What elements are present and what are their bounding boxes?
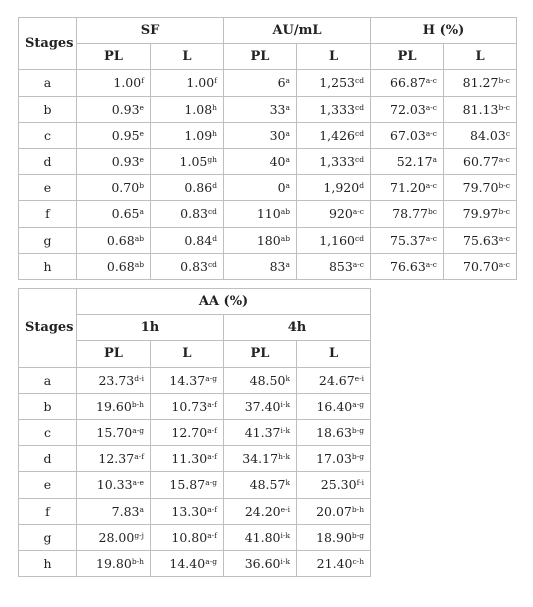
- significance-letter: e-i: [280, 504, 290, 514]
- value-text: 1,920: [323, 180, 360, 196]
- value-cell: [297, 367, 371, 393]
- significance-letter: d: [212, 181, 217, 191]
- significance-letter: a: [285, 259, 290, 269]
- value-cell: [297, 524, 371, 550]
- significance-letter: d: [359, 181, 365, 191]
- value-text: 1.09: [184, 127, 213, 143]
- value-cell: [151, 70, 224, 96]
- value-cell: [224, 175, 297, 201]
- value-cell: [297, 70, 371, 96]
- significance-letter: a-f: [207, 399, 217, 409]
- significance-letter: c: [505, 128, 511, 138]
- value-cell: [151, 148, 224, 174]
- value-cell: [444, 201, 517, 227]
- table-row: [19, 148, 517, 174]
- significance-letter: a-c: [352, 259, 365, 269]
- significance-letter: cd: [355, 128, 365, 138]
- significance-letter: b-c: [498, 207, 511, 217]
- significance-letter: a-c: [425, 259, 438, 269]
- value-cell: [151, 550, 224, 576]
- significance-letter: ab: [280, 207, 290, 217]
- value-cell: [224, 524, 297, 550]
- significance-letter: a-f: [207, 504, 217, 514]
- subheader-l: L: [151, 44, 224, 70]
- value-text: 76.63: [390, 258, 426, 274]
- value-text: 920: [328, 206, 353, 222]
- value-text: 0.84: [184, 232, 213, 248]
- value-text: 75.63: [463, 232, 499, 248]
- significance-letter: a-c: [425, 233, 438, 243]
- significance-letter: b: [139, 181, 144, 191]
- significance-letter: ab: [134, 233, 144, 243]
- value-cell: [444, 70, 517, 96]
- stage-cell: b: [19, 96, 77, 122]
- value-cell: [224, 70, 297, 96]
- value-text: 0.83: [180, 206, 208, 222]
- significance-letter: b-c: [498, 102, 511, 112]
- value-cell: [224, 498, 297, 524]
- value-text: 19.60: [96, 398, 132, 414]
- value-text: 24.67: [318, 372, 355, 388]
- value-text: 66.87: [390, 75, 426, 91]
- value-text: 6: [277, 75, 286, 91]
- value-cell: [297, 498, 371, 524]
- value-cell: [224, 201, 297, 227]
- value-cell: [297, 550, 371, 576]
- value-text: 0.65: [111, 206, 140, 222]
- value-cell: [151, 367, 224, 393]
- value-text: 853: [328, 258, 353, 274]
- value-text: 12.70: [171, 425, 208, 441]
- value-cell: [77, 253, 151, 279]
- value-text: 48.57: [249, 477, 286, 493]
- significance-letter: a-e: [132, 478, 144, 488]
- value-cell: [77, 550, 151, 576]
- value-text: 1,160: [319, 232, 355, 248]
- stage-cell: h: [19, 550, 77, 576]
- value-text: 1.00: [113, 75, 142, 91]
- significance-letter: a-c: [498, 233, 511, 243]
- stages-header: Stages: [19, 289, 77, 368]
- value-cell: [77, 96, 151, 122]
- significance-letter: h-k: [278, 452, 290, 462]
- value-cell: [77, 227, 151, 253]
- value-text: 34.17: [242, 451, 279, 467]
- significance-letter: b-c: [498, 76, 511, 86]
- value-cell: [151, 472, 224, 498]
- significance-letter: e: [139, 102, 144, 112]
- value-cell: [224, 122, 297, 148]
- value-cell: [77, 472, 151, 498]
- value-cell: [151, 498, 224, 524]
- value-text: 41.37: [244, 425, 281, 441]
- value-cell: [151, 419, 224, 445]
- stage-cell: e: [19, 175, 77, 201]
- value-cell: [151, 96, 224, 122]
- significance-letter: bc: [428, 207, 438, 217]
- value-text: 78.77: [392, 206, 428, 222]
- significance-letter: cd: [355, 155, 365, 165]
- value-cell: [224, 227, 297, 253]
- significance-letter: a: [285, 76, 290, 86]
- value-text: 67.03: [390, 127, 426, 143]
- value-cell: [77, 393, 151, 419]
- value-text: 1.00: [186, 75, 215, 91]
- value-text: 36.60: [244, 555, 281, 571]
- aa-percent-header: AA (%): [77, 289, 371, 315]
- value-text: 14.37: [169, 372, 206, 388]
- value-text: 84.03: [470, 127, 506, 143]
- time-4h-header: 4h: [224, 315, 371, 341]
- value-cell: [151, 201, 224, 227]
- value-cell: [297, 419, 371, 445]
- significance-letter: k: [285, 478, 290, 488]
- value-cell: [297, 175, 371, 201]
- significance-letter: d-i: [134, 373, 144, 383]
- value-text: 16.40: [316, 398, 353, 414]
- value-cell: [224, 472, 297, 498]
- significance-letter: b-h: [131, 556, 144, 566]
- value-text: 41.80: [244, 529, 281, 545]
- value-text: 1.05: [179, 154, 208, 170]
- table-row: [19, 419, 371, 445]
- value-text: 0.95: [111, 127, 140, 143]
- significance-letter: a-c: [352, 207, 365, 217]
- value-text: 23.73: [98, 372, 135, 388]
- value-text: 81.27: [462, 75, 499, 91]
- value-cell: [224, 148, 297, 174]
- table-row: [19, 96, 517, 122]
- sf-header: SF: [77, 18, 224, 44]
- value-cell: [371, 70, 444, 96]
- table-row: [19, 70, 517, 96]
- value-cell: [297, 122, 371, 148]
- value-text: 11.30: [171, 451, 208, 467]
- significance-letter: a-f: [207, 452, 217, 462]
- significance-letter: b-c: [498, 181, 511, 191]
- significance-letter: h: [212, 128, 217, 138]
- significance-letter: c-h: [352, 556, 365, 566]
- stage-cell: f: [19, 201, 77, 227]
- value-text: 1.08: [184, 101, 213, 117]
- value-text: 14.40: [169, 555, 206, 571]
- value-cell: [297, 96, 371, 122]
- value-cell: [77, 419, 151, 445]
- value-text: 7.83: [111, 503, 140, 519]
- value-text: 10.33: [96, 477, 133, 493]
- value-text: 15.70: [96, 425, 133, 441]
- value-text: 18.63: [316, 425, 352, 441]
- significance-letter: cd: [207, 259, 217, 269]
- value-text: 180: [256, 232, 281, 248]
- stage-cell: g: [19, 227, 77, 253]
- value-cell: [224, 253, 297, 279]
- value-cell: [297, 393, 371, 419]
- significance-letter: a: [285, 102, 290, 112]
- value-text: 1,253: [319, 75, 355, 91]
- value-text: 72.03: [390, 101, 426, 117]
- value-cell: [444, 227, 517, 253]
- table-row: [19, 498, 371, 524]
- stage-cell: a: [19, 367, 77, 393]
- significance-letter: a-f: [207, 530, 217, 540]
- significance-letter: cd: [355, 102, 365, 112]
- significance-letter: h: [212, 102, 217, 112]
- value-text: 81.13: [462, 101, 499, 117]
- value-text: 13.30: [171, 503, 208, 519]
- stage-cell: a: [19, 70, 77, 96]
- table-row: [19, 393, 371, 419]
- value-text: 75.37: [390, 232, 426, 248]
- significance-letter: ab: [280, 233, 290, 243]
- stage-cell: f: [19, 498, 77, 524]
- significance-letter: a: [285, 128, 290, 138]
- significance-letter: b-g: [351, 452, 365, 462]
- significance-letter: a: [432, 155, 438, 165]
- significance-letter: b-h: [351, 504, 365, 514]
- significance-letter: f: [214, 76, 217, 86]
- value-cell: [77, 70, 151, 96]
- h-percent-header: H (%): [371, 18, 517, 44]
- significance-letter: e: [139, 128, 144, 138]
- table-row: [19, 524, 371, 550]
- table-row: [19, 201, 517, 227]
- value-cell: [77, 524, 151, 550]
- stage-cell: e: [19, 472, 77, 498]
- value-text: 70.70: [463, 258, 499, 274]
- significance-letter: a-g: [205, 556, 217, 566]
- significance-letter: cd: [207, 207, 217, 217]
- significance-letter: cd: [355, 76, 365, 86]
- significance-letter: a-c: [425, 181, 438, 191]
- value-text: 0.83: [180, 258, 208, 274]
- au-ml-header: AU/mL: [224, 18, 371, 44]
- significance-letter: f: [141, 76, 144, 86]
- value-text: 52.17: [396, 154, 433, 170]
- value-text: 0.86: [184, 180, 213, 196]
- value-text: 19.80: [96, 555, 132, 571]
- value-cell: [77, 175, 151, 201]
- significance-letter: b-h: [131, 399, 144, 409]
- value-text: 17.03: [316, 451, 352, 467]
- significance-letter: e: [139, 155, 144, 165]
- value-text: 1,426: [319, 127, 355, 143]
- value-text: 79.70: [462, 180, 499, 196]
- stages-header: Stages: [19, 18, 77, 70]
- value-text: 30: [269, 127, 286, 143]
- value-cell: [77, 148, 151, 174]
- significance-letter: a-c: [498, 259, 511, 269]
- significance-letter: a: [285, 155, 290, 165]
- value-cell: [297, 148, 371, 174]
- value-text: 79.97: [462, 206, 499, 222]
- significance-letter: a-c: [425, 128, 438, 138]
- value-cell: [297, 446, 371, 472]
- significance-letter: a-g: [132, 426, 144, 436]
- value-cell: [371, 96, 444, 122]
- value-text: 21.40: [316, 555, 353, 571]
- value-cell: [297, 227, 371, 253]
- value-cell: [297, 201, 371, 227]
- significance-letter: a-g: [352, 399, 365, 409]
- value-cell: [371, 201, 444, 227]
- value-text: 12.37: [98, 451, 135, 467]
- value-cell: [224, 96, 297, 122]
- value-text: 1,333: [319, 101, 355, 117]
- stage-cell: d: [19, 446, 77, 472]
- subheader-pl: PL: [224, 44, 297, 70]
- value-cell: [151, 227, 224, 253]
- significance-letter: f-i: [356, 478, 365, 488]
- stages-table-sf-au-h: [18, 17, 517, 280]
- value-text: 0.93: [111, 101, 140, 117]
- value-cell: [151, 122, 224, 148]
- significance-letter: d: [212, 233, 217, 243]
- value-cell: [151, 175, 224, 201]
- value-text: 83: [269, 258, 286, 274]
- table-row: [19, 550, 371, 576]
- value-text: 10.80: [171, 529, 208, 545]
- value-cell: [371, 122, 444, 148]
- significance-letter: a-f: [134, 452, 144, 462]
- value-text: 15.87: [169, 477, 206, 493]
- value-text: 37.40: [244, 398, 281, 414]
- significance-letter: a: [139, 207, 144, 217]
- significance-letter: i-k: [280, 556, 290, 566]
- significance-letter: a-c: [498, 155, 511, 165]
- value-text: 20.07: [316, 503, 352, 519]
- value-text: 40: [269, 154, 286, 170]
- value-text: 28.00: [98, 529, 135, 545]
- value-text: 18.90: [316, 529, 352, 545]
- stage-cell: c: [19, 419, 77, 445]
- value-cell: [371, 227, 444, 253]
- significance-letter: a: [285, 181, 290, 191]
- table-row: [19, 227, 517, 253]
- stage-cell: c: [19, 122, 77, 148]
- significance-letter: cd: [355, 233, 365, 243]
- value-cell: [77, 122, 151, 148]
- value-cell: [224, 393, 297, 419]
- value-cell: [77, 446, 151, 472]
- value-cell: [224, 419, 297, 445]
- significance-letter: a: [139, 504, 144, 514]
- table-row: [19, 472, 371, 498]
- significance-letter: g-j: [134, 530, 144, 540]
- value-cell: [444, 148, 517, 174]
- stages-table-aa: [18, 288, 371, 577]
- subheader-pl: PL: [371, 44, 444, 70]
- subheader-l: L: [151, 341, 224, 367]
- subheader-l: L: [444, 44, 517, 70]
- value-cell: [444, 253, 517, 279]
- value-cell: [224, 367, 297, 393]
- value-cell: [224, 550, 297, 576]
- time-1h-header: 1h: [77, 315, 224, 341]
- value-cell: [151, 393, 224, 419]
- value-cell: [444, 175, 517, 201]
- value-text: 24.20: [244, 503, 281, 519]
- subheader-pl: PL: [77, 341, 151, 367]
- value-cell: [77, 201, 151, 227]
- significance-letter: a-f: [207, 426, 217, 436]
- significance-letter: ab: [134, 259, 144, 269]
- value-text: 71.20: [390, 180, 426, 196]
- subheader-pl: PL: [224, 341, 297, 367]
- table-row: [19, 175, 517, 201]
- value-cell: [151, 253, 224, 279]
- table-row: [19, 446, 371, 472]
- subheader-l: L: [297, 44, 371, 70]
- value-cell: [77, 498, 151, 524]
- stage-cell: d: [19, 148, 77, 174]
- significance-letter: b-g: [351, 530, 365, 540]
- value-text: 0.68: [106, 232, 135, 248]
- value-text: 25.30: [320, 477, 357, 493]
- value-cell: [151, 524, 224, 550]
- subheader-l: L: [297, 341, 371, 367]
- value-cell: [371, 253, 444, 279]
- value-text: 1,333: [319, 154, 355, 170]
- significance-letter: i-k: [280, 399, 290, 409]
- value-text: 0.70: [111, 180, 140, 196]
- value-cell: [77, 367, 151, 393]
- value-text: 48.50: [249, 372, 286, 388]
- significance-letter: a-c: [425, 102, 438, 112]
- value-text: 33: [269, 101, 286, 117]
- value-text: 110: [256, 206, 281, 222]
- table-row: [19, 122, 517, 148]
- value-cell: [297, 253, 371, 279]
- value-cell: [444, 122, 517, 148]
- value-cell: [444, 96, 517, 122]
- significance-letter: gh: [207, 155, 217, 165]
- significance-letter: i-k: [280, 426, 290, 436]
- stage-cell: g: [19, 524, 77, 550]
- value-cell: [371, 175, 444, 201]
- value-text: 0: [277, 180, 286, 196]
- significance-letter: e-i: [354, 373, 365, 383]
- value-text: 0.93: [111, 154, 140, 170]
- significance-letter: a-c: [425, 76, 438, 86]
- subheader-pl: PL: [77, 44, 151, 70]
- value-cell: [371, 148, 444, 174]
- significance-letter: k: [285, 373, 290, 383]
- significance-letter: i-k: [280, 530, 290, 540]
- table-row: [19, 253, 517, 279]
- value-text: 10.73: [171, 398, 208, 414]
- significance-letter: a-g: [205, 478, 217, 488]
- significance-letter: b-g: [351, 426, 365, 436]
- value-cell: [151, 446, 224, 472]
- significance-letter: a-g: [205, 373, 217, 383]
- value-cell: [297, 472, 371, 498]
- value-text: 60.77: [463, 154, 499, 170]
- value-cell: [224, 446, 297, 472]
- stage-cell: b: [19, 393, 77, 419]
- value-text: 0.68: [106, 258, 135, 274]
- stage-cell: h: [19, 253, 77, 279]
- table-row: [19, 367, 371, 393]
